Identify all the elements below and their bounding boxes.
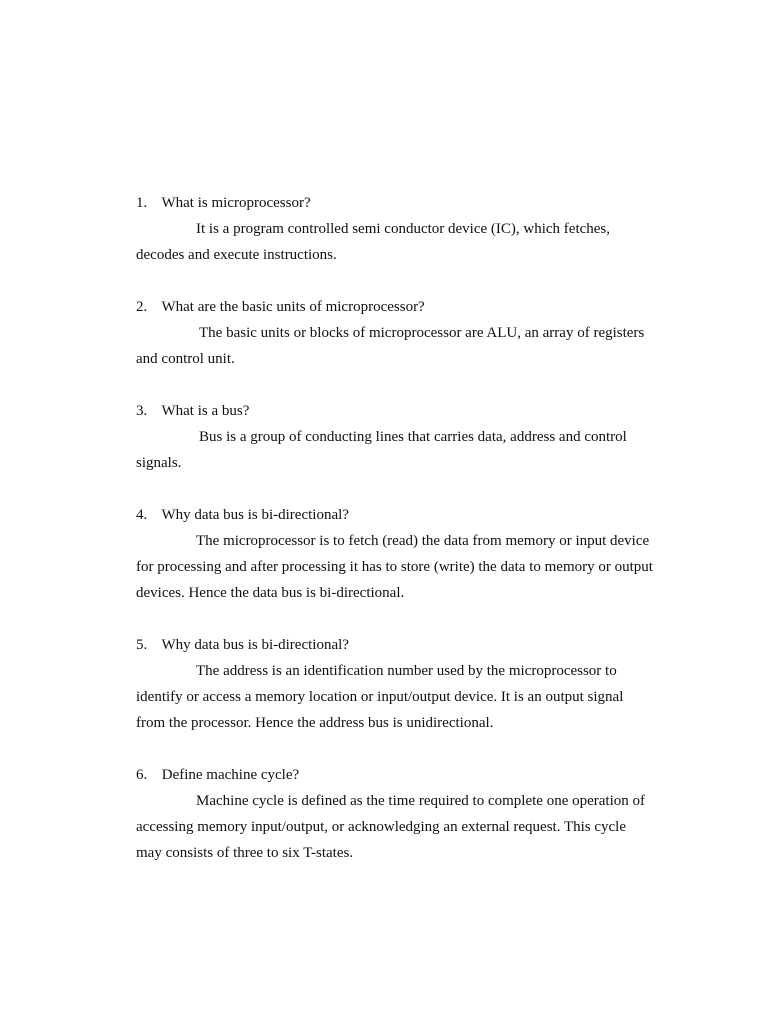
question-6 [136, 762, 666, 788]
question-number: 2. [136, 299, 148, 315]
question-number: 4. [136, 507, 148, 523]
question-text: What is microprocessor? [161, 195, 311, 211]
answer-line: The basic units or blocks of microprocessor are ALU, an array of registers [199, 325, 645, 341]
question-2 [136, 294, 666, 320]
question-text: Why data bus is bi-directional? [161, 507, 349, 523]
qa-item-2 [136, 294, 666, 372]
answer-line: identify or access a memory location or input/output device. It is an output signal [136, 689, 624, 705]
question-text: What is a bus? [161, 403, 250, 419]
question-4 [136, 502, 666, 528]
answer-line: decodes and execute instructions. [136, 247, 337, 263]
question-number: 3. [136, 403, 148, 419]
question-5 [136, 632, 666, 658]
answer-line: accessing memory input/output, or acknowledging an external request. This cycle [136, 819, 626, 835]
answer-line: and control unit. [136, 351, 235, 367]
question-number: 5. [136, 637, 148, 653]
answer-line: from the processor. Hence the address bus is unidirectional. [136, 715, 494, 731]
question-text: Why data bus is bi-directional? [161, 637, 349, 653]
answer-line: Machine cycle is defined as the time required to complete one operation of [196, 793, 645, 809]
answer-line: may consists of three to six T-states. [136, 845, 354, 861]
question-1 [136, 190, 666, 216]
qa-item-1 [136, 190, 666, 268]
answer-line: The microprocessor is to fetch (read) the data from memory or input device [196, 533, 650, 549]
answer-line: Bus is a group of conducting lines that carries data, address and control [199, 429, 627, 445]
qa-item-6 [136, 762, 666, 866]
question-3 [136, 398, 666, 424]
question-text: What are the basic units of microprocessor? [161, 299, 425, 315]
qa-item-4 [136, 502, 666, 606]
answer-line: It is a program controlled semi conductor device (IC), which fetches, [196, 221, 611, 237]
question-number: 1. [136, 195, 148, 211]
answer-line: The address is an identification number used by the microprocessor to [196, 663, 617, 679]
answer-line: signals. [136, 455, 182, 471]
question-number: 6. [136, 767, 148, 783]
answer-line: for processing and after processing it has to store (write) the data to memory or output [136, 559, 653, 575]
qa-item-3 [136, 398, 666, 476]
qa-item-5 [136, 632, 666, 736]
question-text: Define machine cycle? [161, 767, 300, 783]
answer-line: devices. Hence the data bus is bi-directional. [136, 585, 405, 601]
